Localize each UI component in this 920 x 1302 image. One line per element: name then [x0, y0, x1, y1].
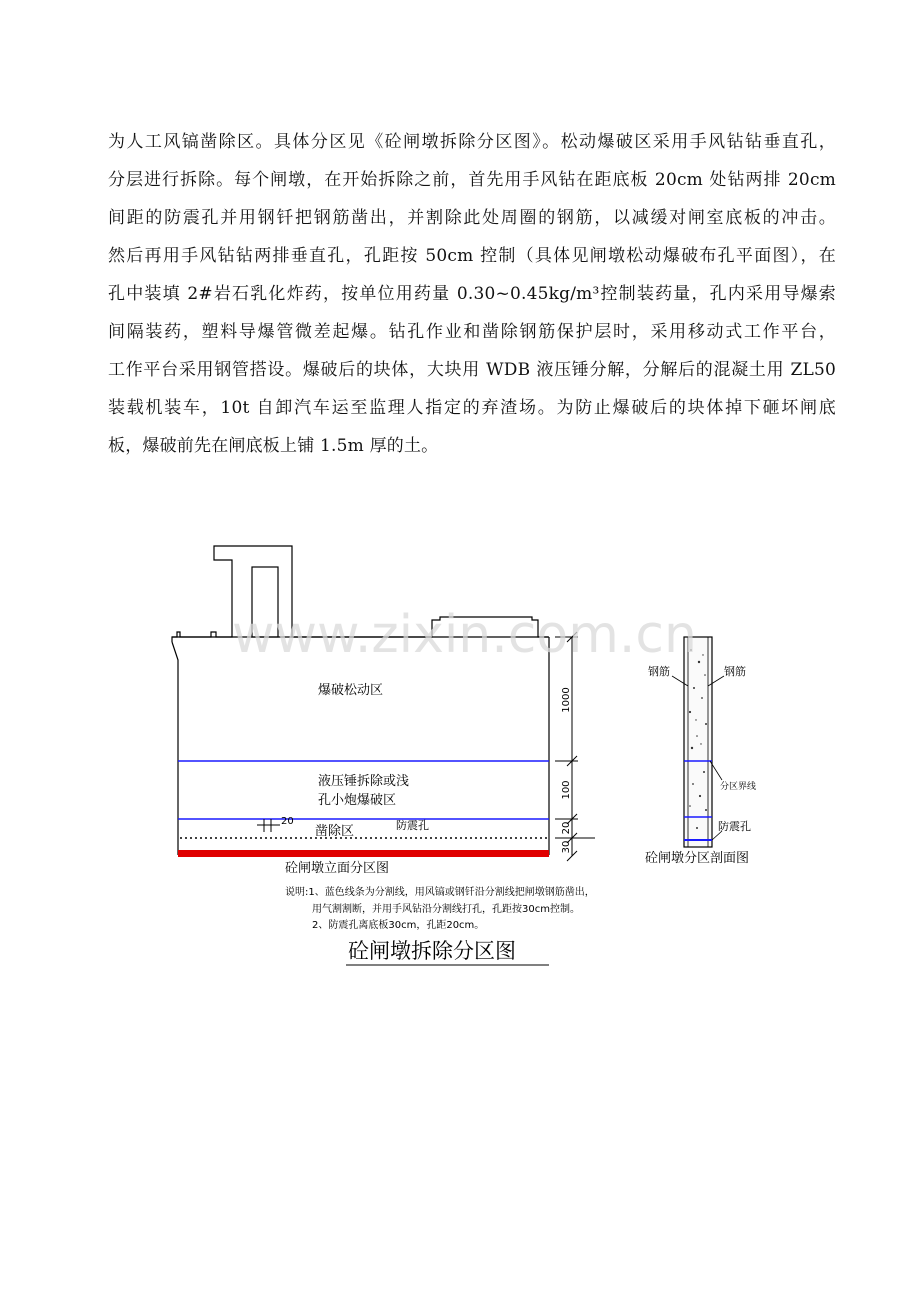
- pier-outline: [172, 546, 549, 855]
- watermark: www.zixin.com.cn: [232, 605, 697, 665]
- zone-hammer-label-2: 孔小炮爆破区: [318, 793, 397, 808]
- zone-blasting-label: 爆破松动区: [318, 683, 384, 698]
- section-rebar-right-label: 钢筋: [724, 665, 746, 678]
- paragraph-line: 孔中装填 2#岩石乳化炸药，按单位用药量 0.30~0.45kg/m³控制装药量，孔内采用导爆索: [108, 284, 836, 304]
- note-2: 2、防震孔离底板30cm，孔距20cm。: [312, 920, 485, 931]
- zone-chisel-label: 凿除区: [315, 824, 355, 839]
- section-hole-label: 防震孔: [718, 820, 751, 833]
- body-paragraph: [108, 123, 836, 465]
- dim-20-label: 20: [561, 821, 572, 835]
- figure-title: 砼闸墩拆除分区图: [348, 939, 516, 963]
- pier-cross-section: [672, 637, 724, 847]
- section-boundary-label: 分区界线: [720, 782, 757, 792]
- base-slab: [178, 850, 549, 857]
- hole-spacing-marker: [257, 819, 280, 832]
- demolition-zoning-figure: [0, 530, 920, 970]
- paragraph-line: 间距的防震孔并用钢钎把钢筋凿出，并割除此处周圈的钢筋，以减缓对闸室底板的冲击。: [108, 208, 836, 228]
- paragraph-line: 装载机装车，10t 自卸汽车运至监理人指定的弃渣场。为防止爆破后的块体掉下砸坏闸底: [108, 398, 836, 418]
- anti-vibration-hole-label: 防震孔: [396, 819, 429, 832]
- dim-100-label: 100: [561, 780, 572, 800]
- section-caption: 砼闸墩分区剖面图: [645, 851, 750, 866]
- note-1b: 用气割割断，并用手风钻沿分割线打孔，孔距按30cm控制。: [312, 904, 580, 915]
- paragraph-line: 然后再用手风钻钻两排垂直孔，孔距按 50cm 控制（具体见闸墩松动爆破布孔平面图），在: [108, 246, 836, 266]
- dim-1000-label: 1000: [561, 687, 572, 713]
- elevation-caption: 砼闸墩立面分区图: [285, 861, 390, 876]
- section-rebar-left-label: 钢筋: [648, 665, 670, 678]
- note-1: 说明:1、蓝色线条为分割线，用风镐或钢钎沿分割线把闸墩钢筋凿出，: [285, 887, 595, 898]
- hole-spacing-label: 20: [281, 816, 294, 827]
- paragraph-line: 间隔装药，塑料导爆管微差起爆。钻孔作业和凿除钢筋保护层时，采用移动式工作平台，: [108, 322, 836, 342]
- paragraph-line: 分层进行拆除。每个闸墩，在开始拆除之前，首先用手风钻在距底板 20cm 处钻两排 20cm: [108, 170, 836, 190]
- paragraph-line: 板，爆破前先在闸底板上铺 1.5m 厚的土。: [108, 436, 439, 456]
- dim-30-label: 30: [561, 840, 572, 854]
- paragraph-line: 工作平台采用钢管搭设。爆破后的块体，大块用 WDB 液压锤分解，分解后的混凝土用 ZL50: [108, 360, 836, 380]
- zone-hammer-label-1: 液压锤拆除或浅: [318, 774, 410, 789]
- paragraph-line: 为人工风镐凿除区。具体分区见《砼闸墩拆除分区图》。松动爆破区采用手风钻钻垂直孔，: [108, 132, 836, 152]
